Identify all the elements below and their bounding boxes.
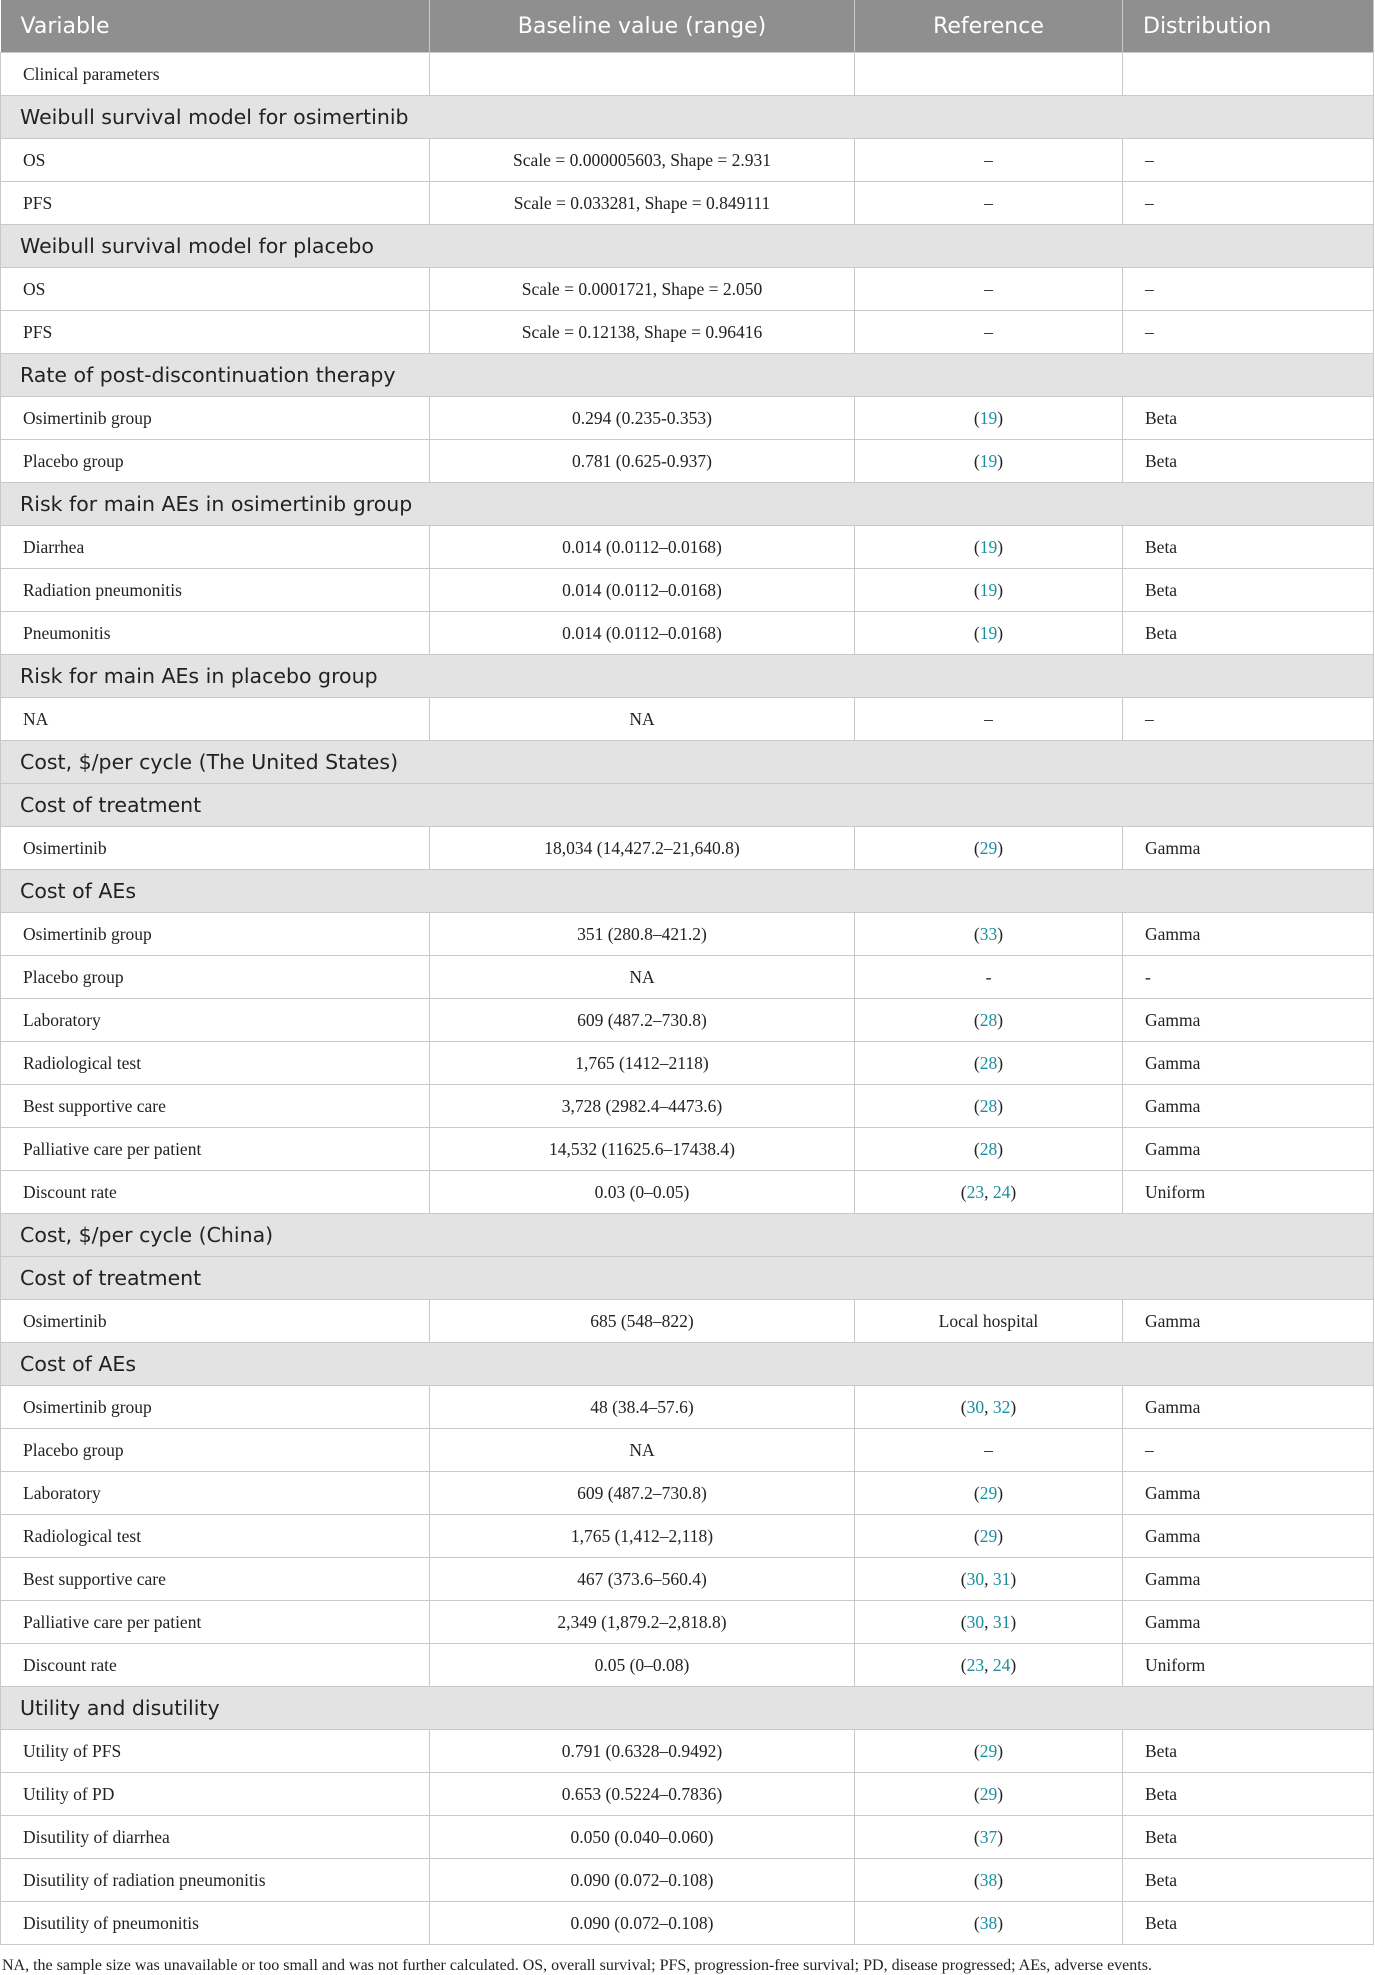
- cell-distribution: Gamma: [1123, 1085, 1374, 1128]
- cell-baseline-value: 0.014 (0.0112–0.0168): [430, 569, 855, 612]
- cell-reference: (30, 31): [855, 1558, 1123, 1601]
- cell-reference: (37): [855, 1816, 1123, 1859]
- section-row: [1, 96, 1374, 139]
- cell-reference: (38): [855, 1859, 1123, 1902]
- cell-distribution: –: [1123, 268, 1374, 311]
- section-label: Cost, $/per cycle (China): [1, 1214, 1374, 1257]
- table-row: [1, 526, 1374, 569]
- cell-distribution: Gamma: [1123, 827, 1374, 870]
- cell-distribution: Gamma: [1123, 1472, 1374, 1515]
- cell-baseline-value: 0.014 (0.0112–0.0168): [430, 612, 855, 655]
- table-row: [1, 827, 1374, 870]
- table-row: [1, 268, 1374, 311]
- cell-baseline-value: 0.781 (0.625-0.937): [430, 440, 855, 483]
- cell-distribution: Gamma: [1123, 1386, 1374, 1429]
- cell-variable: Laboratory: [1, 1472, 430, 1515]
- cell-reference: (23, 24): [855, 1171, 1123, 1214]
- cell-baseline-value: Scale = 0.000005603, Shape = 2.931: [430, 139, 855, 182]
- cell-variable: Utility of PD: [1, 1773, 430, 1816]
- table-row: [1, 1859, 1374, 1902]
- cell-variable: Pneumonitis: [1, 612, 430, 655]
- table-row: [1, 182, 1374, 225]
- cell-variable: Osimertinib: [1, 827, 430, 870]
- header-baseline-value: Baseline value (range): [430, 0, 855, 53]
- cell-reference: –: [855, 698, 1123, 741]
- cell-reference: (19): [855, 440, 1123, 483]
- reference-link[interactable]: 24: [992, 1654, 1011, 1675]
- cell-baseline-value: NA: [430, 1429, 855, 1472]
- table-row: [1, 1515, 1374, 1558]
- cell-variable: Disutility of radiation pneumonitis: [1, 1859, 430, 1902]
- reference-link[interactable]: 29: [979, 837, 998, 858]
- cell-baseline-value: 0.014 (0.0112–0.0168): [430, 526, 855, 569]
- reference-link[interactable]: 29: [979, 1740, 998, 1761]
- cell-reference: (29): [855, 1730, 1123, 1773]
- table-row: [1, 139, 1374, 182]
- cell-reference: –: [855, 182, 1123, 225]
- reference-link[interactable]: 28: [979, 1052, 998, 1073]
- table-row: [1, 913, 1374, 956]
- section-label: Cost of treatment: [1, 784, 1374, 827]
- cell-distribution: –: [1123, 182, 1374, 225]
- cell-reference: (28): [855, 999, 1123, 1042]
- cell-baseline-value: 48 (38.4–57.6): [430, 1386, 855, 1429]
- cell-baseline-value: [430, 53, 855, 96]
- cell-distribution: Uniform: [1123, 1644, 1374, 1687]
- reference-link[interactable]: 37: [979, 1826, 998, 1847]
- reference-link[interactable]: 19: [979, 579, 998, 600]
- table-row: [1, 1902, 1374, 1945]
- cell-baseline-value: 3,728 (2982.4–4473.6): [430, 1085, 855, 1128]
- cell-distribution: Beta: [1123, 1859, 1374, 1902]
- table-row: [1, 1042, 1374, 1085]
- table-row: [1, 1472, 1374, 1515]
- reference-link[interactable]: 19: [979, 407, 998, 428]
- table-row: [1, 1386, 1374, 1429]
- section-label: Risk for main AEs in osimertinib group: [1, 483, 1374, 526]
- header-reference: Reference: [855, 0, 1123, 53]
- cell-baseline-value: 0.090 (0.072–0.108): [430, 1859, 855, 1902]
- cell-reference: –: [855, 268, 1123, 311]
- cell-distribution: Beta: [1123, 1773, 1374, 1816]
- cell-baseline-value: NA: [430, 698, 855, 741]
- reference-link[interactable]: 30: [966, 1611, 985, 1632]
- cell-variable: Osimertinib group: [1, 1386, 430, 1429]
- reference-link[interactable]: 23: [966, 1181, 985, 1202]
- table-row: [1, 1558, 1374, 1601]
- header-distribution: Distribution: [1123, 0, 1374, 53]
- table-row: [1, 311, 1374, 354]
- cell-reference: (19): [855, 612, 1123, 655]
- cell-distribution: Gamma: [1123, 913, 1374, 956]
- reference-link[interactable]: 38: [979, 1912, 998, 1933]
- cell-reference: (29): [855, 1515, 1123, 1558]
- cell-variable: PFS: [1, 311, 430, 354]
- section-label: Risk for main AEs in placebo group: [1, 655, 1374, 698]
- table-row: [1, 999, 1374, 1042]
- table-row: [1, 440, 1374, 483]
- cell-distribution: Gamma: [1123, 1515, 1374, 1558]
- cell-baseline-value: 685 (548–822): [430, 1300, 855, 1343]
- cell-variable: Utility of PFS: [1, 1730, 430, 1773]
- cell-baseline-value: 14,532 (11625.6–17438.4): [430, 1128, 855, 1171]
- cell-baseline-value: Scale = 0.12138, Shape = 0.96416: [430, 311, 855, 354]
- cell-baseline-value: 467 (373.6–560.4): [430, 1558, 855, 1601]
- reference-link[interactable]: 29: [979, 1525, 998, 1546]
- cell-distribution: Gamma: [1123, 1601, 1374, 1644]
- cell-baseline-value: 609 (487.2–730.8): [430, 999, 855, 1042]
- cell-variable: OS: [1, 139, 430, 182]
- cell-baseline-value: 609 (487.2–730.8): [430, 1472, 855, 1515]
- section-label: Cost of AEs: [1, 1343, 1374, 1386]
- cell-reference: (19): [855, 397, 1123, 440]
- section-row: [1, 483, 1374, 526]
- table-header-row: [1, 0, 1374, 53]
- cell-distribution: [1123, 53, 1374, 96]
- cell-baseline-value: 351 (280.8–421.2): [430, 913, 855, 956]
- section-row: [1, 1687, 1374, 1730]
- section-row: [1, 225, 1374, 268]
- table-row: [1, 1816, 1374, 1859]
- cell-baseline-value: Scale = 0.033281, Shape = 0.849111: [430, 182, 855, 225]
- reference-link[interactable]: 33: [979, 923, 998, 944]
- table-row: [1, 1644, 1374, 1687]
- cell-distribution: Gamma: [1123, 1128, 1374, 1171]
- table-row: [1, 1171, 1374, 1214]
- section-row: [1, 741, 1374, 784]
- cell-distribution: Beta: [1123, 397, 1374, 440]
- cell-variable: Osimertinib group: [1, 913, 430, 956]
- table-row: [1, 1085, 1374, 1128]
- reference-link[interactable]: 28: [979, 1095, 998, 1116]
- cell-distribution: Gamma: [1123, 1558, 1374, 1601]
- cell-variable: Discount rate: [1, 1171, 430, 1214]
- reference-link[interactable]: 29: [979, 1482, 998, 1503]
- cell-reference: (29): [855, 827, 1123, 870]
- cell-reference: –: [855, 311, 1123, 354]
- reference-link[interactable]: 30: [966, 1568, 985, 1589]
- cell-baseline-value: 0.090 (0.072–0.108): [430, 1902, 855, 1945]
- cell-baseline-value: 0.294 (0.235-0.353): [430, 397, 855, 440]
- table-row: [1, 1730, 1374, 1773]
- cell-variable: Disutility of pneumonitis: [1, 1902, 430, 1945]
- cell-distribution: Beta: [1123, 526, 1374, 569]
- reference-link[interactable]: 29: [979, 1783, 998, 1804]
- cell-variable: Discount rate: [1, 1644, 430, 1687]
- cell-distribution: Beta: [1123, 1902, 1374, 1945]
- cell-distribution: Beta: [1123, 612, 1374, 655]
- table-row: [1, 1773, 1374, 1816]
- table-body: [1, 53, 1374, 1945]
- table-footnote: NA, the sample size was unavailable or too small and was not further calculated. OS, overall survival; PFS, progression-free survival; PD, disease progressed; AEs, adverse events.: [2, 1957, 1152, 1974]
- section-row: [1, 354, 1374, 397]
- table-row: [1, 1601, 1374, 1644]
- cell-variable: Radiological test: [1, 1515, 430, 1558]
- cell-reference: (29): [855, 1773, 1123, 1816]
- cell-distribution: –: [1123, 1429, 1374, 1472]
- table-row: [1, 1128, 1374, 1171]
- cell-baseline-value: 0.791 (0.6328–0.9492): [430, 1730, 855, 1773]
- cell-variable: Palliative care per patient: [1, 1601, 430, 1644]
- cell-baseline-value: NA: [430, 956, 855, 999]
- table-row: [1, 569, 1374, 612]
- cell-baseline-value: 18,034 (14,427.2–21,640.8): [430, 827, 855, 870]
- cell-variable: Placebo group: [1, 440, 430, 483]
- cell-distribution: Gamma: [1123, 1042, 1374, 1085]
- reference-link[interactable]: 31: [992, 1568, 1011, 1589]
- cell-reference: (19): [855, 526, 1123, 569]
- cell-variable: PFS: [1, 182, 430, 225]
- reference-link[interactable]: 32: [992, 1396, 1011, 1417]
- cell-baseline-value: 1,765 (1412–2118): [430, 1042, 855, 1085]
- cell-reference: (30, 31): [855, 1601, 1123, 1644]
- cell-reference: (23, 24): [855, 1644, 1123, 1687]
- cell-reference: (38): [855, 1902, 1123, 1945]
- section-row: [1, 1343, 1374, 1386]
- reference-link[interactable]: 24: [992, 1181, 1011, 1202]
- cell-reference: (19): [855, 569, 1123, 612]
- cell-distribution: Beta: [1123, 440, 1374, 483]
- cell-variable: Osimertinib: [1, 1300, 430, 1343]
- cell-distribution: -: [1123, 956, 1374, 999]
- cell-variable: Radiation pneumonitis: [1, 569, 430, 612]
- cell-reference: –: [855, 139, 1123, 182]
- cell-baseline-value: 0.05 (0–0.08): [430, 1644, 855, 1687]
- section-row: [1, 1257, 1374, 1300]
- cell-reference: (29): [855, 1472, 1123, 1515]
- reference-link[interactable]: 28: [979, 1009, 998, 1030]
- section-label: Utility and disutility: [1, 1687, 1374, 1730]
- header-variable: Variable: [1, 0, 430, 53]
- cell-distribution: Beta: [1123, 1730, 1374, 1773]
- reference-link[interactable]: 19: [979, 622, 998, 643]
- reference-link[interactable]: 19: [979, 450, 998, 471]
- cell-variable: Diarrhea: [1, 526, 430, 569]
- section-label: Cost of treatment: [1, 1257, 1374, 1300]
- table-row: [1, 1429, 1374, 1472]
- cell-variable: Clinical parameters: [1, 53, 430, 96]
- cell-reference: (33): [855, 913, 1123, 956]
- section-row: [1, 870, 1374, 913]
- cell-variable: Placebo group: [1, 956, 430, 999]
- cell-variable: NA: [1, 698, 430, 741]
- cell-variable: Osimertinib group: [1, 397, 430, 440]
- section-label: Weibull survival model for placebo: [1, 225, 1374, 268]
- reference-link[interactable]: 19: [979, 536, 998, 557]
- cell-distribution: –: [1123, 139, 1374, 182]
- table-row: [1, 397, 1374, 440]
- cell-distribution: Uniform: [1123, 1171, 1374, 1214]
- cell-distribution: Gamma: [1123, 999, 1374, 1042]
- section-label: Weibull survival model for osimertinib: [1, 96, 1374, 139]
- cell-variable: OS: [1, 268, 430, 311]
- cell-variable: Disutility of diarrhea: [1, 1816, 430, 1859]
- section-label: Cost, $/per cycle (The United States): [1, 741, 1374, 784]
- reference-link[interactable]: 38: [979, 1869, 998, 1890]
- cell-distribution: –: [1123, 698, 1374, 741]
- cell-reference: (30, 32): [855, 1386, 1123, 1429]
- section-label: Cost of AEs: [1, 870, 1374, 913]
- cell-distribution: Beta: [1123, 1816, 1374, 1859]
- cell-reference: -: [855, 956, 1123, 999]
- section-row: [1, 784, 1374, 827]
- cell-distribution: –: [1123, 311, 1374, 354]
- cell-baseline-value: 0.653 (0.5224–0.7836): [430, 1773, 855, 1816]
- cell-baseline-value: 0.03 (0–0.05): [430, 1171, 855, 1214]
- cell-variable: Best supportive care: [1, 1085, 430, 1128]
- section-row: [1, 1214, 1374, 1257]
- cell-variable: Best supportive care: [1, 1558, 430, 1601]
- cell-reference: Local hospital: [855, 1300, 1123, 1343]
- cell-variable: Laboratory: [1, 999, 430, 1042]
- cell-reference: (28): [855, 1128, 1123, 1171]
- cell-reference: (28): [855, 1042, 1123, 1085]
- reference-link[interactable]: 23: [966, 1654, 985, 1675]
- cell-baseline-value: Scale = 0.0001721, Shape = 2.050: [430, 268, 855, 311]
- reference-link[interactable]: 30: [966, 1396, 985, 1417]
- table-row: [1, 1300, 1374, 1343]
- cell-variable: Radiological test: [1, 1042, 430, 1085]
- cell-reference: [855, 53, 1123, 96]
- cell-baseline-value: 2,349 (1,879.2–2,818.8): [430, 1601, 855, 1644]
- cell-variable: Placebo group: [1, 1429, 430, 1472]
- table-row: [1, 956, 1374, 999]
- cell-reference: (28): [855, 1085, 1123, 1128]
- cell-distribution: Gamma: [1123, 1300, 1374, 1343]
- table-row: [1, 612, 1374, 655]
- reference-link[interactable]: 31: [992, 1611, 1011, 1632]
- reference-link[interactable]: 28: [979, 1138, 998, 1159]
- table-row: [1, 698, 1374, 741]
- section-label: Rate of post-discontinuation therapy: [1, 354, 1374, 397]
- table-row: [1, 53, 1374, 96]
- cell-distribution: Beta: [1123, 569, 1374, 612]
- cell-reference: –: [855, 1429, 1123, 1472]
- cell-baseline-value: 1,765 (1,412–2,118): [430, 1515, 855, 1558]
- cell-variable: Palliative care per patient: [1, 1128, 430, 1171]
- section-row: [1, 655, 1374, 698]
- cell-baseline-value: 0.050 (0.040–0.060): [430, 1816, 855, 1859]
